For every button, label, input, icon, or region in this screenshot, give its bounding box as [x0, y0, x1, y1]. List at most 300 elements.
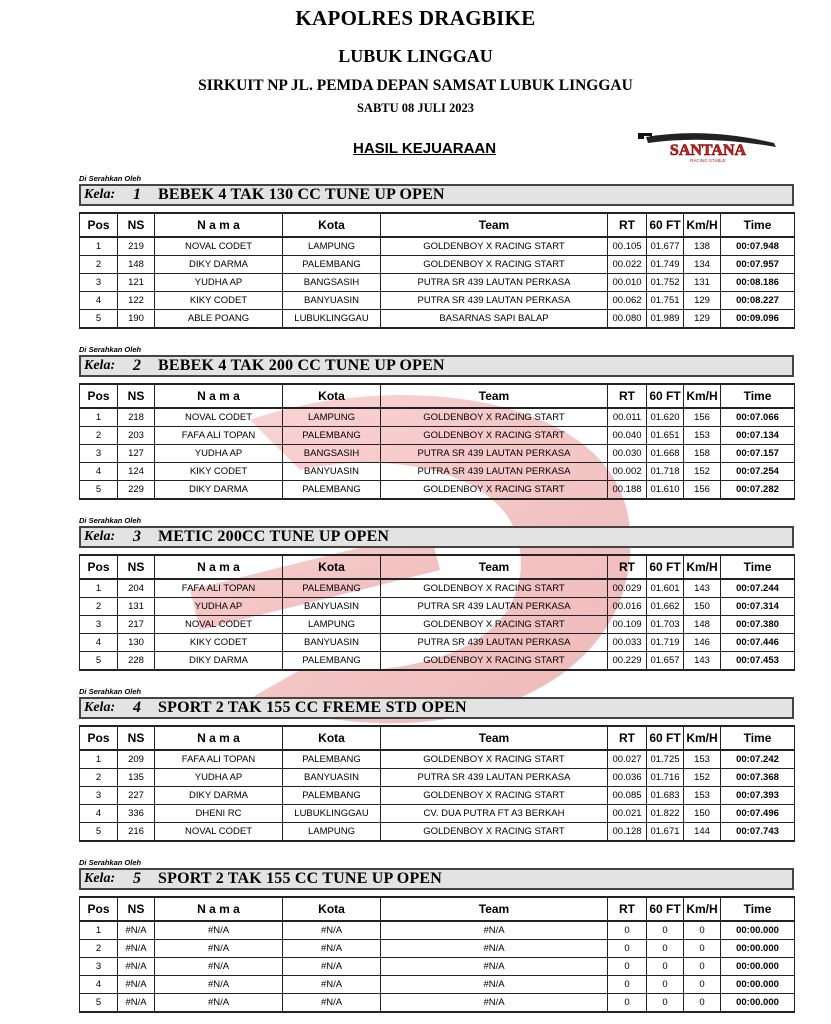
- table-cell: 150: [684, 805, 721, 823]
- table-cell: 00:07.380: [721, 616, 795, 634]
- table-cell: BANYUASIN: [283, 463, 381, 481]
- event-city: LUBUK LINGGAU: [338, 46, 493, 66]
- table-cell: 01.620: [647, 408, 684, 427]
- table-cell: 01.651: [647, 427, 684, 445]
- given-by-label: Di Serahkan Oleh: [79, 174, 142, 183]
- table-cell: GOLDENBOY X RACING START: [381, 823, 608, 842]
- table-row: [80, 976, 795, 994]
- table-cell: 0: [608, 921, 647, 940]
- table-cell: YUDHA AP: [155, 769, 283, 787]
- table-cell: BANYUASIN: [283, 598, 381, 616]
- table-cell: 2: [80, 256, 118, 274]
- class-label: Kela:: [84, 700, 116, 715]
- table-cell: 216: [118, 823, 155, 842]
- table-cell: 00:07.446: [721, 634, 795, 652]
- table-cell: 153: [684, 750, 721, 769]
- column-header: N a m a: [155, 555, 283, 579]
- table-row: [80, 940, 795, 958]
- table-cell: 01.703: [647, 616, 684, 634]
- table-cell: 01.752: [647, 274, 684, 292]
- results-table: [79, 554, 795, 671]
- table-cell: 01.989: [647, 310, 684, 329]
- column-header: NS: [118, 213, 155, 237]
- table-cell: #N/A: [283, 921, 381, 940]
- table-row: [80, 481, 795, 500]
- table-cell: #N/A: [155, 921, 283, 940]
- table-cell: PUTRA SR 439 LAUTAN PERKASA: [381, 274, 608, 292]
- table-cell: 0: [608, 940, 647, 958]
- table-cell: GOLDENBOY X RACING START: [381, 256, 608, 274]
- table-row: [80, 408, 795, 427]
- table-cell: 124: [118, 463, 155, 481]
- table-cell: CV. DUA PUTRA FT A3 BERKAH: [381, 805, 608, 823]
- table-cell: #N/A: [118, 921, 155, 940]
- table-cell: 152: [684, 463, 721, 481]
- table-cell: 00.062: [608, 292, 647, 310]
- class-section: [79, 345, 794, 500]
- given-by-label: Di Serahkan Oleh: [79, 858, 142, 867]
- class-number: 1: [133, 186, 141, 203]
- table-cell: 00.011: [608, 408, 647, 427]
- column-header: Pos: [80, 555, 118, 579]
- table-cell: 217: [118, 616, 155, 634]
- table-cell: #N/A: [381, 976, 608, 994]
- column-header: Team: [381, 726, 608, 750]
- table-cell: 127: [118, 445, 155, 463]
- table-cell: 2: [80, 427, 118, 445]
- table-cell: #N/A: [381, 994, 608, 1013]
- column-header: Km/H: [684, 384, 721, 408]
- class-header-bar: [79, 697, 794, 719]
- table-cell: 00:07.244: [721, 579, 795, 598]
- class-label: Kela:: [84, 358, 116, 373]
- table-cell: 01.671: [647, 823, 684, 842]
- class-header-bar: [79, 355, 794, 377]
- column-header: 60 FT: [647, 555, 684, 579]
- table-cell: KIKY CODET: [155, 634, 283, 652]
- table-cell: 00.128: [608, 823, 647, 842]
- table-cell: 122: [118, 292, 155, 310]
- column-header: Kota: [283, 726, 381, 750]
- column-header: Pos: [80, 384, 118, 408]
- class-header-bar: [79, 526, 794, 548]
- table-cell: #N/A: [283, 976, 381, 994]
- table-cell: 00:07.393: [721, 787, 795, 805]
- given-by-label: Di Serahkan Oleh: [79, 516, 142, 525]
- results-table: [79, 896, 795, 1013]
- table-cell: 121: [118, 274, 155, 292]
- column-header: 60 FT: [647, 384, 684, 408]
- logo-subtext: RACING STABLE: [690, 158, 726, 163]
- table-cell: 00:00.000: [721, 958, 795, 976]
- column-header: 60 FT: [647, 213, 684, 237]
- table-cell: 153: [684, 427, 721, 445]
- class-title: METIC 200CC TUNE UP OPEN: [158, 528, 390, 545]
- column-header: Team: [381, 555, 608, 579]
- table-cell: 0: [647, 940, 684, 958]
- table-cell: 00:00.000: [721, 921, 795, 940]
- table-cell: PUTRA SR 439 LAUTAN PERKASA: [381, 598, 608, 616]
- table-cell: KIKY CODET: [155, 292, 283, 310]
- column-header: NS: [118, 897, 155, 921]
- table-cell: 00.027: [608, 750, 647, 769]
- table-cell: 204: [118, 579, 155, 598]
- table-cell: PALEMBANG: [283, 750, 381, 769]
- table-cell: 219: [118, 237, 155, 256]
- table-cell: YUDHA AP: [155, 274, 283, 292]
- table-cell: 0: [684, 940, 721, 958]
- results-table: [79, 725, 795, 842]
- results-table: [79, 212, 795, 329]
- table-cell: 0: [684, 994, 721, 1013]
- column-header: Time: [721, 897, 795, 921]
- class-label: Kela:: [84, 871, 116, 886]
- table-row: [80, 805, 795, 823]
- table-row: [80, 787, 795, 805]
- table-cell: 00:07.496: [721, 805, 795, 823]
- table-row: [80, 579, 795, 598]
- column-header: RT: [608, 555, 647, 579]
- column-header: Team: [381, 897, 608, 921]
- table-cell: 1: [80, 579, 118, 598]
- table-cell: 203: [118, 427, 155, 445]
- table-cell: 3: [80, 616, 118, 634]
- column-header: Km/H: [684, 213, 721, 237]
- table-cell: PUTRA SR 439 LAUTAN PERKASA: [381, 769, 608, 787]
- table-cell: PALEMBANG: [283, 579, 381, 598]
- table-cell: 152: [684, 769, 721, 787]
- table-row: [80, 652, 795, 671]
- table-cell: 00.030: [608, 445, 647, 463]
- table-cell: 00:00.000: [721, 940, 795, 958]
- table-cell: DIKY DARMA: [155, 256, 283, 274]
- table-cell: 0: [684, 921, 721, 940]
- table-row: [80, 310, 795, 329]
- table-cell: FAFA ALI TOPAN: [155, 579, 283, 598]
- table-cell: 01.718: [647, 463, 684, 481]
- table-cell: 143: [684, 579, 721, 598]
- table-cell: 0: [684, 958, 721, 976]
- table-cell: 0: [647, 921, 684, 940]
- column-header: N a m a: [155, 384, 283, 408]
- table-cell: 3: [80, 787, 118, 805]
- table-cell: 228: [118, 652, 155, 671]
- table-cell: LAMPUNG: [283, 408, 381, 427]
- column-header: 60 FT: [647, 726, 684, 750]
- table-cell: GOLDENBOY X RACING START: [381, 427, 608, 445]
- class-label: Kela:: [84, 187, 116, 202]
- table-cell: #N/A: [283, 994, 381, 1013]
- column-header: 60 FT: [647, 897, 684, 921]
- table-cell: PUTRA SR 439 LAUTAN PERKASA: [381, 463, 608, 481]
- event-title: KAPOLRES DRAGBIKE: [295, 6, 536, 30]
- table-cell: 0: [684, 976, 721, 994]
- table-cell: ABLE POANG: [155, 310, 283, 329]
- results-title: HASIL KEJUARAAN: [353, 140, 497, 157]
- table-cell: 00:08.227: [721, 292, 795, 310]
- table-cell: 3: [80, 445, 118, 463]
- column-header: Kota: [283, 897, 381, 921]
- table-row: [80, 634, 795, 652]
- table-cell: 00.040: [608, 427, 647, 445]
- table-cell: DIKY DARMA: [155, 787, 283, 805]
- table-cell: GOLDENBOY X RACING START: [381, 787, 608, 805]
- table-cell: #N/A: [155, 994, 283, 1013]
- table-cell: 00.002: [608, 463, 647, 481]
- table-cell: 5: [80, 310, 118, 329]
- table-cell: 129: [684, 292, 721, 310]
- column-header: Time: [721, 213, 795, 237]
- table-row: [80, 750, 795, 769]
- table-cell: BASARNAS SAPI BALAP: [381, 310, 608, 329]
- table-row: [80, 274, 795, 292]
- table-cell: 00.105: [608, 237, 647, 256]
- table-cell: 134: [684, 256, 721, 274]
- table-cell: 5: [80, 823, 118, 842]
- column-header: Team: [381, 384, 608, 408]
- table-cell: 131: [118, 598, 155, 616]
- table-cell: 227: [118, 787, 155, 805]
- table-cell: #N/A: [118, 958, 155, 976]
- table-cell: LAMPUNG: [283, 237, 381, 256]
- table-cell: #N/A: [118, 976, 155, 994]
- table-cell: PALEMBANG: [283, 652, 381, 671]
- santana-logo: [636, 131, 780, 164]
- class-title: SPORT 2 TAK 155 CC FREME STD OPEN: [158, 699, 467, 716]
- table-cell: NOVAL CODET: [155, 616, 283, 634]
- class-header-bar: [79, 868, 794, 890]
- table-cell: 00:00.000: [721, 994, 795, 1013]
- table-cell: 2: [80, 769, 118, 787]
- table-cell: 00.016: [608, 598, 647, 616]
- table-cell: 00.188: [608, 481, 647, 500]
- column-header: Kota: [283, 384, 381, 408]
- table-row: [80, 769, 795, 787]
- table-cell: BANGSASIH: [283, 274, 381, 292]
- column-header: Team: [381, 213, 608, 237]
- table-cell: 146: [684, 634, 721, 652]
- table-cell: 209: [118, 750, 155, 769]
- table-cell: 4: [80, 292, 118, 310]
- table-row: [80, 445, 795, 463]
- table-cell: NOVAL CODET: [155, 237, 283, 256]
- table-cell: 01.677: [647, 237, 684, 256]
- table-cell: #N/A: [155, 940, 283, 958]
- table-cell: GOLDENBOY X RACING START: [381, 408, 608, 427]
- table-cell: 00:07.254: [721, 463, 795, 481]
- table-cell: 00:07.066: [721, 408, 795, 427]
- table-cell: 4: [80, 976, 118, 994]
- table-cell: GOLDENBOY X RACING START: [381, 652, 608, 671]
- column-header: RT: [608, 384, 647, 408]
- table-cell: BANYUASIN: [283, 769, 381, 787]
- table-row: [80, 463, 795, 481]
- column-header: RT: [608, 213, 647, 237]
- table-cell: #N/A: [118, 940, 155, 958]
- table-cell: 01.683: [647, 787, 684, 805]
- table-cell: 00.085: [608, 787, 647, 805]
- table-cell: 5: [80, 652, 118, 671]
- table-cell: 0: [647, 994, 684, 1013]
- table-cell: 00.022: [608, 256, 647, 274]
- table-row: [80, 823, 795, 842]
- table-row: [80, 237, 795, 256]
- column-header: Pos: [80, 726, 118, 750]
- results-table: [79, 383, 795, 500]
- table-cell: GOLDENBOY X RACING START: [381, 579, 608, 598]
- table-cell: 336: [118, 805, 155, 823]
- table-cell: #N/A: [283, 958, 381, 976]
- table-cell: #N/A: [381, 958, 608, 976]
- table-cell: BANYUASIN: [283, 634, 381, 652]
- table-cell: PUTRA SR 439 LAUTAN PERKASA: [381, 634, 608, 652]
- table-cell: 2: [80, 940, 118, 958]
- table-cell: LAMPUNG: [283, 616, 381, 634]
- column-header: N a m a: [155, 726, 283, 750]
- table-cell: 144: [684, 823, 721, 842]
- table-cell: PALEMBANG: [283, 481, 381, 500]
- event-date: SABTU 08 JULI 2023: [356, 101, 475, 115]
- class-title: BEBEK 4 TAK 130 CC TUNE UP OPEN: [158, 186, 445, 203]
- table-cell: GOLDENBOY X RACING START: [381, 750, 608, 769]
- class-header-bar: [79, 184, 794, 206]
- table-cell: 1: [80, 750, 118, 769]
- table-cell: 01.822: [647, 805, 684, 823]
- table-cell: 150: [684, 598, 721, 616]
- table-cell: 148: [118, 256, 155, 274]
- column-header: Time: [721, 384, 795, 408]
- table-cell: 01.719: [647, 634, 684, 652]
- table-cell: 01.657: [647, 652, 684, 671]
- column-header: Km/H: [684, 726, 721, 750]
- table-cell: 00:07.314: [721, 598, 795, 616]
- table-cell: PUTRA SR 439 LAUTAN PERKASA: [381, 292, 608, 310]
- class-number: 5: [133, 870, 141, 887]
- table-row: [80, 994, 795, 1013]
- table-cell: 00:07.948: [721, 237, 795, 256]
- table-cell: 4: [80, 805, 118, 823]
- table-cell: YUDHA AP: [155, 598, 283, 616]
- table-cell: 00:07.242: [721, 750, 795, 769]
- column-header: RT: [608, 897, 647, 921]
- table-cell: 1: [80, 921, 118, 940]
- table-row: [80, 598, 795, 616]
- table-cell: 4: [80, 634, 118, 652]
- table-row: [80, 292, 795, 310]
- given-by-label: Di Serahkan Oleh: [79, 345, 142, 354]
- table-cell: #N/A: [381, 921, 608, 940]
- column-header: Kota: [283, 555, 381, 579]
- table-cell: GOLDENBOY X RACING START: [381, 481, 608, 500]
- table-cell: 00.036: [608, 769, 647, 787]
- table-cell: 0: [647, 958, 684, 976]
- table-cell: DIKY DARMA: [155, 652, 283, 671]
- table-cell: 148: [684, 616, 721, 634]
- table-cell: #N/A: [118, 994, 155, 1013]
- column-header: NS: [118, 384, 155, 408]
- table-cell: 00.229: [608, 652, 647, 671]
- class-number: 3: [133, 528, 141, 545]
- class-title: BEBEK 4 TAK 200 CC TUNE UP OPEN: [158, 357, 445, 374]
- table-cell: 153: [684, 787, 721, 805]
- table-cell: 01.749: [647, 256, 684, 274]
- table-cell: 01.751: [647, 292, 684, 310]
- table-cell: 143: [684, 652, 721, 671]
- table-cell: 00:07.157: [721, 445, 795, 463]
- table-cell: 0: [608, 958, 647, 976]
- table-cell: 01.610: [647, 481, 684, 500]
- table-cell: 01.662: [647, 598, 684, 616]
- table-cell: 190: [118, 310, 155, 329]
- table-cell: NOVAL CODET: [155, 408, 283, 427]
- table-cell: 00:08.186: [721, 274, 795, 292]
- table-cell: 158: [684, 445, 721, 463]
- table-cell: 1: [80, 237, 118, 256]
- column-header: RT: [608, 726, 647, 750]
- table-cell: 00:09.096: [721, 310, 795, 329]
- table-cell: #N/A: [283, 940, 381, 958]
- table-cell: PALEMBANG: [283, 256, 381, 274]
- class-section: [79, 516, 794, 671]
- class-label: Kela:: [84, 529, 116, 544]
- table-cell: #N/A: [155, 976, 283, 994]
- table-cell: PUTRA SR 439 LAUTAN PERKASA: [381, 445, 608, 463]
- table-cell: 00.033: [608, 634, 647, 652]
- column-header: Kota: [283, 213, 381, 237]
- table-cell: 156: [684, 408, 721, 427]
- table-cell: PALEMBANG: [283, 427, 381, 445]
- table-row: [80, 958, 795, 976]
- table-cell: LAMPUNG: [283, 823, 381, 842]
- table-cell: 00:00.000: [721, 976, 795, 994]
- table-cell: 01.725: [647, 750, 684, 769]
- column-header: Pos: [80, 213, 118, 237]
- table-cell: FAFA ALI TOPAN: [155, 427, 283, 445]
- table-cell: LUBUKLINGGAU: [283, 310, 381, 329]
- column-header: Pos: [80, 897, 118, 921]
- column-header: NS: [118, 555, 155, 579]
- table-cell: 00.080: [608, 310, 647, 329]
- table-cell: 5: [80, 481, 118, 500]
- table-cell: 00:07.134: [721, 427, 795, 445]
- table-cell: 1: [80, 408, 118, 427]
- table-cell: 00:07.453: [721, 652, 795, 671]
- column-header: N a m a: [155, 897, 283, 921]
- table-cell: DIKY DARMA: [155, 481, 283, 500]
- class-title: SPORT 2 TAK 155 CC TUNE UP OPEN: [158, 870, 443, 887]
- table-row: [80, 921, 795, 940]
- table-row: [80, 616, 795, 634]
- class-number: 2: [133, 357, 141, 374]
- table-cell: 229: [118, 481, 155, 500]
- column-header: N a m a: [155, 213, 283, 237]
- table-cell: BANGSASIH: [283, 445, 381, 463]
- table-cell: 00.029: [608, 579, 647, 598]
- class-section: [79, 858, 794, 1013]
- table-cell: 00.010: [608, 274, 647, 292]
- table-cell: #N/A: [381, 940, 608, 958]
- table-cell: 0: [647, 976, 684, 994]
- table-cell: 138: [684, 237, 721, 256]
- table-cell: 218: [118, 408, 155, 427]
- table-cell: PALEMBANG: [283, 787, 381, 805]
- event-venue: SIRKUIT NP JL. PEMDA DEPAN SAMSAT LUBUK LINGGAU: [198, 77, 633, 94]
- table-cell: 3: [80, 958, 118, 976]
- table-cell: 4: [80, 463, 118, 481]
- table-cell: 00:07.743: [721, 823, 795, 842]
- class-section: [79, 174, 794, 329]
- table-cell: 01.716: [647, 769, 684, 787]
